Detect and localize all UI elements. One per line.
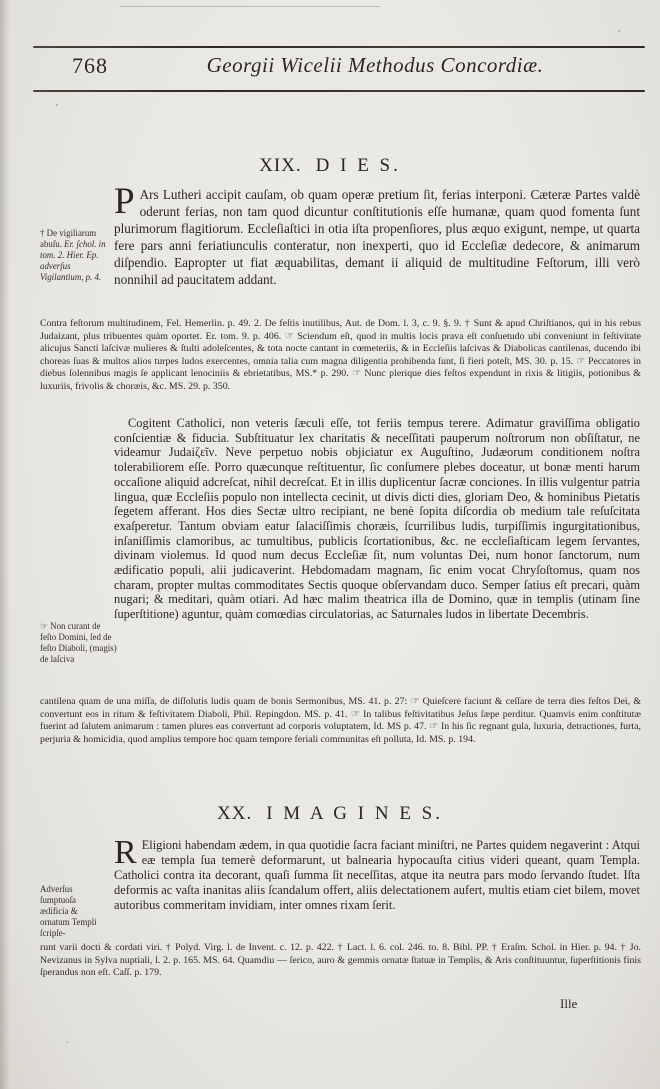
section-heading-imagines	[0, 803, 660, 825]
section-title-imagines: I M A G I N E S.	[266, 803, 443, 824]
margin-note-vigilarum-lead: † De vigiliarum abuſu.	[40, 228, 97, 249]
paragraph-ferias-1-text: Ars Lutheri accipit cauſam, ob quam operæ pretium ſit, ferias interponi. Cæteræ Partes valdè oderunt ferias, non tam quod dicuntur conſtitutionis eſſe humanæ, quam quod fomenta ſunt plurimorum flagitiorum. Eccleſiaſtici in otia iſta propenſiores, plus æquo exigunt, nempe, ut quarta fere pars anni feriatiunculis conteratur, non inexperti, quo id Eccleſiæ dedecore, & animarum diſpendio. Eapropter ut fiat æquabilitas, demant ii aliquid de multitudine Feſtorum, illi verò nonnihil ad paucitatem addant.	[114, 187, 640, 288]
paragraph-ferias-1	[114, 181, 640, 289]
scan-speck	[56, 104, 58, 106]
paragraph-cogitent: Cogitent Catholici, non veteris ſæculi eſſe, tot feriis tempus terere. Adimatur graviſſima obligatio conſcientiæ & fiducia. Subſtituatur lex charitatis & neceſſitati pauperum noſtrorum non obſiſtatur, ne videamur Judaiζεῖν. Neve perpetuo nobis objiciatur ex Auguſtino, Judæorum conditionem noſtra tolerabiliorem eſſe. Porro quæcunque reſtituentur, ſic conſumere plebes doceatur, ut bonæ menti harum occaſione aliquid adcreſcat, nihil decreſcat. Et in illis duplicentur ſacræ conciones. In illis vulgentur patria lingua, quæ Eccleſiis populo non intellecta cecinit, ut divis dicti dies, gloriam Deo, & hominibus Pietatis ſegetem afferant. Hos dies Sectæ ultro recipiant, ne benè ſopita diſcordia ob medium tale reſuſcitata exaſperetur. Tantum obviam eatur ſalaciſſimis choræis, ſcurrilibus ludis, turpiſſimis ingurgitationibus, inſaniſſimis clamoribus, ac tumultibus, publicis ſcortationibus, &c. ne eccleſiaſticam legem ſervantes, divinam violemus. Id quod num decus Eccleſiæ ſit, num voluntas Dei, num honor ſanctorum, num ædificatio populi, alii judicaverint. Hebdomadam magnam, ſic enim vocat Chryſoſtomus, quam nos charam, propter multas commoditates Sectis quoque obſervandam duco. Semper ſatius eſt precari, quàm nugari; & meditari, quàm otiari. Ad hæc malim theatrica illa de Domino, quæ in templis (utinam ſine ſuperſtitione) aguntur, quàm comœdias circulatorias, ac Saturnales ludos in libertate Decembris.	[114, 416, 640, 622]
paragraph-religioni-text: Eligioni habendam ædem, in qua quotidie ſacra faciant miniſtri, ne Partes quidem negaverint : Atqui eæ templa ſua temerè deformarunt, ut balnearia hypocauſta citius videri queant, quam Templa. Catholici contra ita decorant, quaſi ſumma ſit neceſſitas, atque ita neutra pars modo ſervando ſtudet. Iſta deformis ac vaſta inanitas aliis ſcandalum offert, aliis delectationem aufert, multis etiam ciet bilem, movet autoribus commeritam invidiam, inter omnes rixam ſerit.	[114, 838, 640, 912]
section-heading-dies	[0, 155, 660, 177]
scan-speck	[66, 1042, 68, 1043]
section-title-dies: D I E S.	[315, 155, 401, 176]
footnote-festorum: Contra feſtorum multitudinem, Fel. Hemerlin. p. 49. 2. De feſtis inutilibus, Aut. de Dom. l. 3, c. 9. §. 9. † Sunt & apud Chriſtianos, qui in his rebus Judaizant, plus tribuentes quàm oportet. Er. tom. 9. p. 406. ☞ Sciendum eſt, quod in multis locis prava eſt conſuetudo ubi conveniunt in feſtivitate alicujus Sancti laſcivæ mulieres & ſtulti adoleſcentes, & tota nocte cantant in cœmeteriis, & in Eccleſiis laſcivas & Diabolicas cantilenas, ducendo ibi choreas ſuas & multos alios turpes ludos exercentes, omnia talia cum magna diligentia prohibenda ſunt, ſi fieri poteſt, MS. 30. p. 15. ☞ Peccatores in diebus ſolennibus magis ſe applicant lenociniis & ebrietatibus, MS.* p. 290. ☞ Nunc plerique dies feſtos expendunt in rixis & litigiis, potionibus & luxuriis, frivolis & choræis, &c. MS. 29. p. 350.	[40, 318, 641, 392]
section-number-imagines: XX.	[217, 803, 253, 824]
margin-note-vigilarum	[40, 228, 108, 283]
paragraph-religioni	[114, 834, 640, 913]
margin-note-non-curant: ☞ Non curant de feſto Domini, ſed de feſto Diaboli, (magis) de laſciva	[40, 621, 117, 664]
footnote-runt-varii: runt varii docti & cordati viri. † Polyd. Virg. l. de Invent. c. 12. p. 422. † Lact. l. 6. col. 246. to. 8. Bibl. PP. † Eraſm. Schol. in Hier. p. 94. † Jo. Nevizanus in Sylva nuptiali, l. 2. p. 165. MS. 64. Quamdiu — ſerico, auro & gemmis ornatæ ſtatuæ in Templis, & Aris conſtituuntur, ſuperſtitionis finis ſperandus non eſt. Caſſ. p. 179.	[40, 942, 641, 979]
footnote-cantilena: cantilena quam de una miſſa, de diſſolutis ludis quam de bonis Sermonibus, MS. 41. p. 27: ☞ Quieſcere faciunt & ceſſare de terra dies feſtos Dei, & convertunt eos in ritum & feſtivitatem Diaboli, Phil. Repingdon. MS. p. 41. ☞ In talibus feſtivitatibus Jeſus ſæpe perditur. Quamvis enim conſtitutæ fuerint ad ſalutem animarum : tamen plures eas convertunt ad corporis voluptatem, Id. MS p. 47. ☞ In his ſic regnant gula, luxuria, detractiones, furta, perjuria & homicidia, quod amplius tempore hoc quam tempore feriali communitas eſt polluta, Id. MS. p. 194.	[40, 696, 641, 745]
dropcap-r: R	[114, 834, 137, 871]
running-title: Georgii Wicelii Methodus Concordiæ.	[206, 53, 544, 77]
header-rule-bottom	[33, 90, 645, 92]
scan-edge-artifact	[120, 6, 380, 7]
header-rule-top	[33, 46, 645, 48]
catchword: Ille	[560, 996, 578, 1011]
scan-speck	[618, 30, 620, 32]
margin-note-adversus: Adverſus ſumptuoſa ædificia & ornatum Templi ſcripſe-	[40, 884, 97, 938]
page-number: 768	[72, 53, 108, 78]
margin-note-vigilarum-citation: Er. ſchol. in tom. 2. Hier. Ep. adverſus Vigilantium, p. 4.	[40, 239, 106, 282]
dropcap-p: P	[114, 181, 135, 222]
section-number-dies: XIX.	[259, 155, 302, 176]
